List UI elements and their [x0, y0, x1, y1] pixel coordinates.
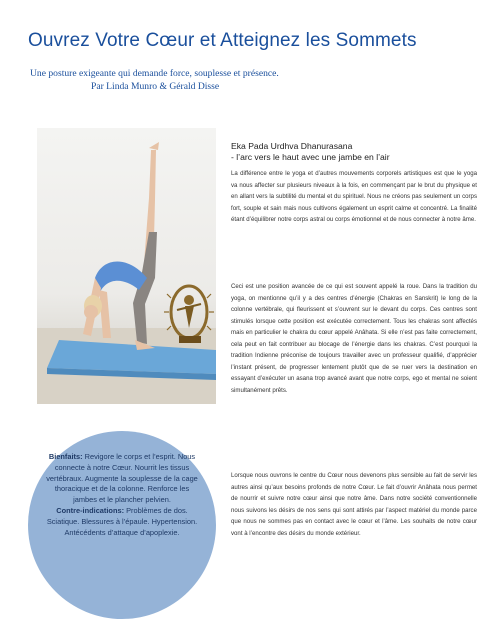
paragraph-chakras: Ceci est une position avancée de ce qui est souvent appelé la roue. Dans la tradition du yoga, on mentionne qu’il y a des centres d’énergie (Chakras en Sanskrit) le long de la colonne vertébrale, qui fleurissent et s’ouvrent sur le devant du corps. Ces centres sont stimulés lorsque cette position est exécutée correctement. Tous les chakras sont affectés mais en particulier le chakra du cœur appelé Anâhata. Si elle n’est pas faite correctement, cela peut en fait contribuer au blocage de l’énergie dans les chakras. C’est pourquoi la tradition Indienne préconise de toujours travailler avec un professeur qualifié, d’apprécier l’instant présent, de progresser lentement plutôt que de se ruer vers la destination en essayant d’exécuter un asana trop avancé avant que notre corps, ego et mental ne soient simultanément prêts. [231, 283, 477, 394]
benefits-label: Bienfaits: [48, 452, 83, 461]
article-authors: Par Linda Munro & Gérald Disse [91, 81, 220, 92]
pose-sanskrit-name: Eka Pada Urdhva Dhanurasana [231, 141, 353, 151]
article-title: Ouvrez Votre Cœur et Atteignez les Sommets [28, 30, 417, 51]
pose-translation: - l’arc vers le haut avec une jambe en l’air [231, 152, 390, 162]
pose-heading [231, 141, 390, 163]
yogi-figure [83, 142, 159, 350]
contraindications-text: Problèmes de dos. Sciatique. Blessures à l’épaule. Hypertension. Antécédents d’attaque d’apoplexie. [46, 505, 198, 537]
article-subtitle: Une posture exigeante qui demande force, souplesse et présence. [30, 68, 279, 79]
benefits-text: Revigore le corps et l’esprit. Nous connecte à notre Cœur. Nourrit les tissus vertébraux. Augmente la souplesse de la cage thoracique et de la colonne. Renforce les jambes et le plancher pelvien. [46, 452, 198, 505]
contraindications-label: Contre-indications: [56, 505, 125, 515]
yoga-pose-photo [37, 128, 216, 404]
yoga-pose-illustration [37, 128, 216, 404]
paragraph-heart: Lorsque nous ouvrons le centre du Cœur nous devenons plus sensible au fait de servir les autres ainsi qu’aux besoins profonds de notre Cœur. Le fait d’ouvrir Anâhata nous permet de nourrir et suivre notre cœur ainsi que notre âme. Dans notre société conventionnelle nous suivons les désirs de nos sens qui sont attirés par l’aspect matériel du monde parce que nous ne sommes pas en contact avec le cœur et l’âme. Les souhaits de notre cœur vont à l’encontre des désirs du monde extérieur. [231, 472, 477, 537]
info-circle-text [46, 452, 198, 538]
paragraph-intro: La différence entre le yoga et d’autres mouvements corporels artistiques est que le yoga va nous affecter sur plusieurs niveaux à la fois, en commençant par le brut du physique et en allant vers la subtilité du mental et du spirituel. Nous ne créons pas seulement un corps fort, souple et sain mais nous cultivons également un esprit calme et concentré. La finalité étant d’équilibrer notre corps astral ou corps émotionnel et de nous connecter à notre âme. [231, 170, 477, 223]
